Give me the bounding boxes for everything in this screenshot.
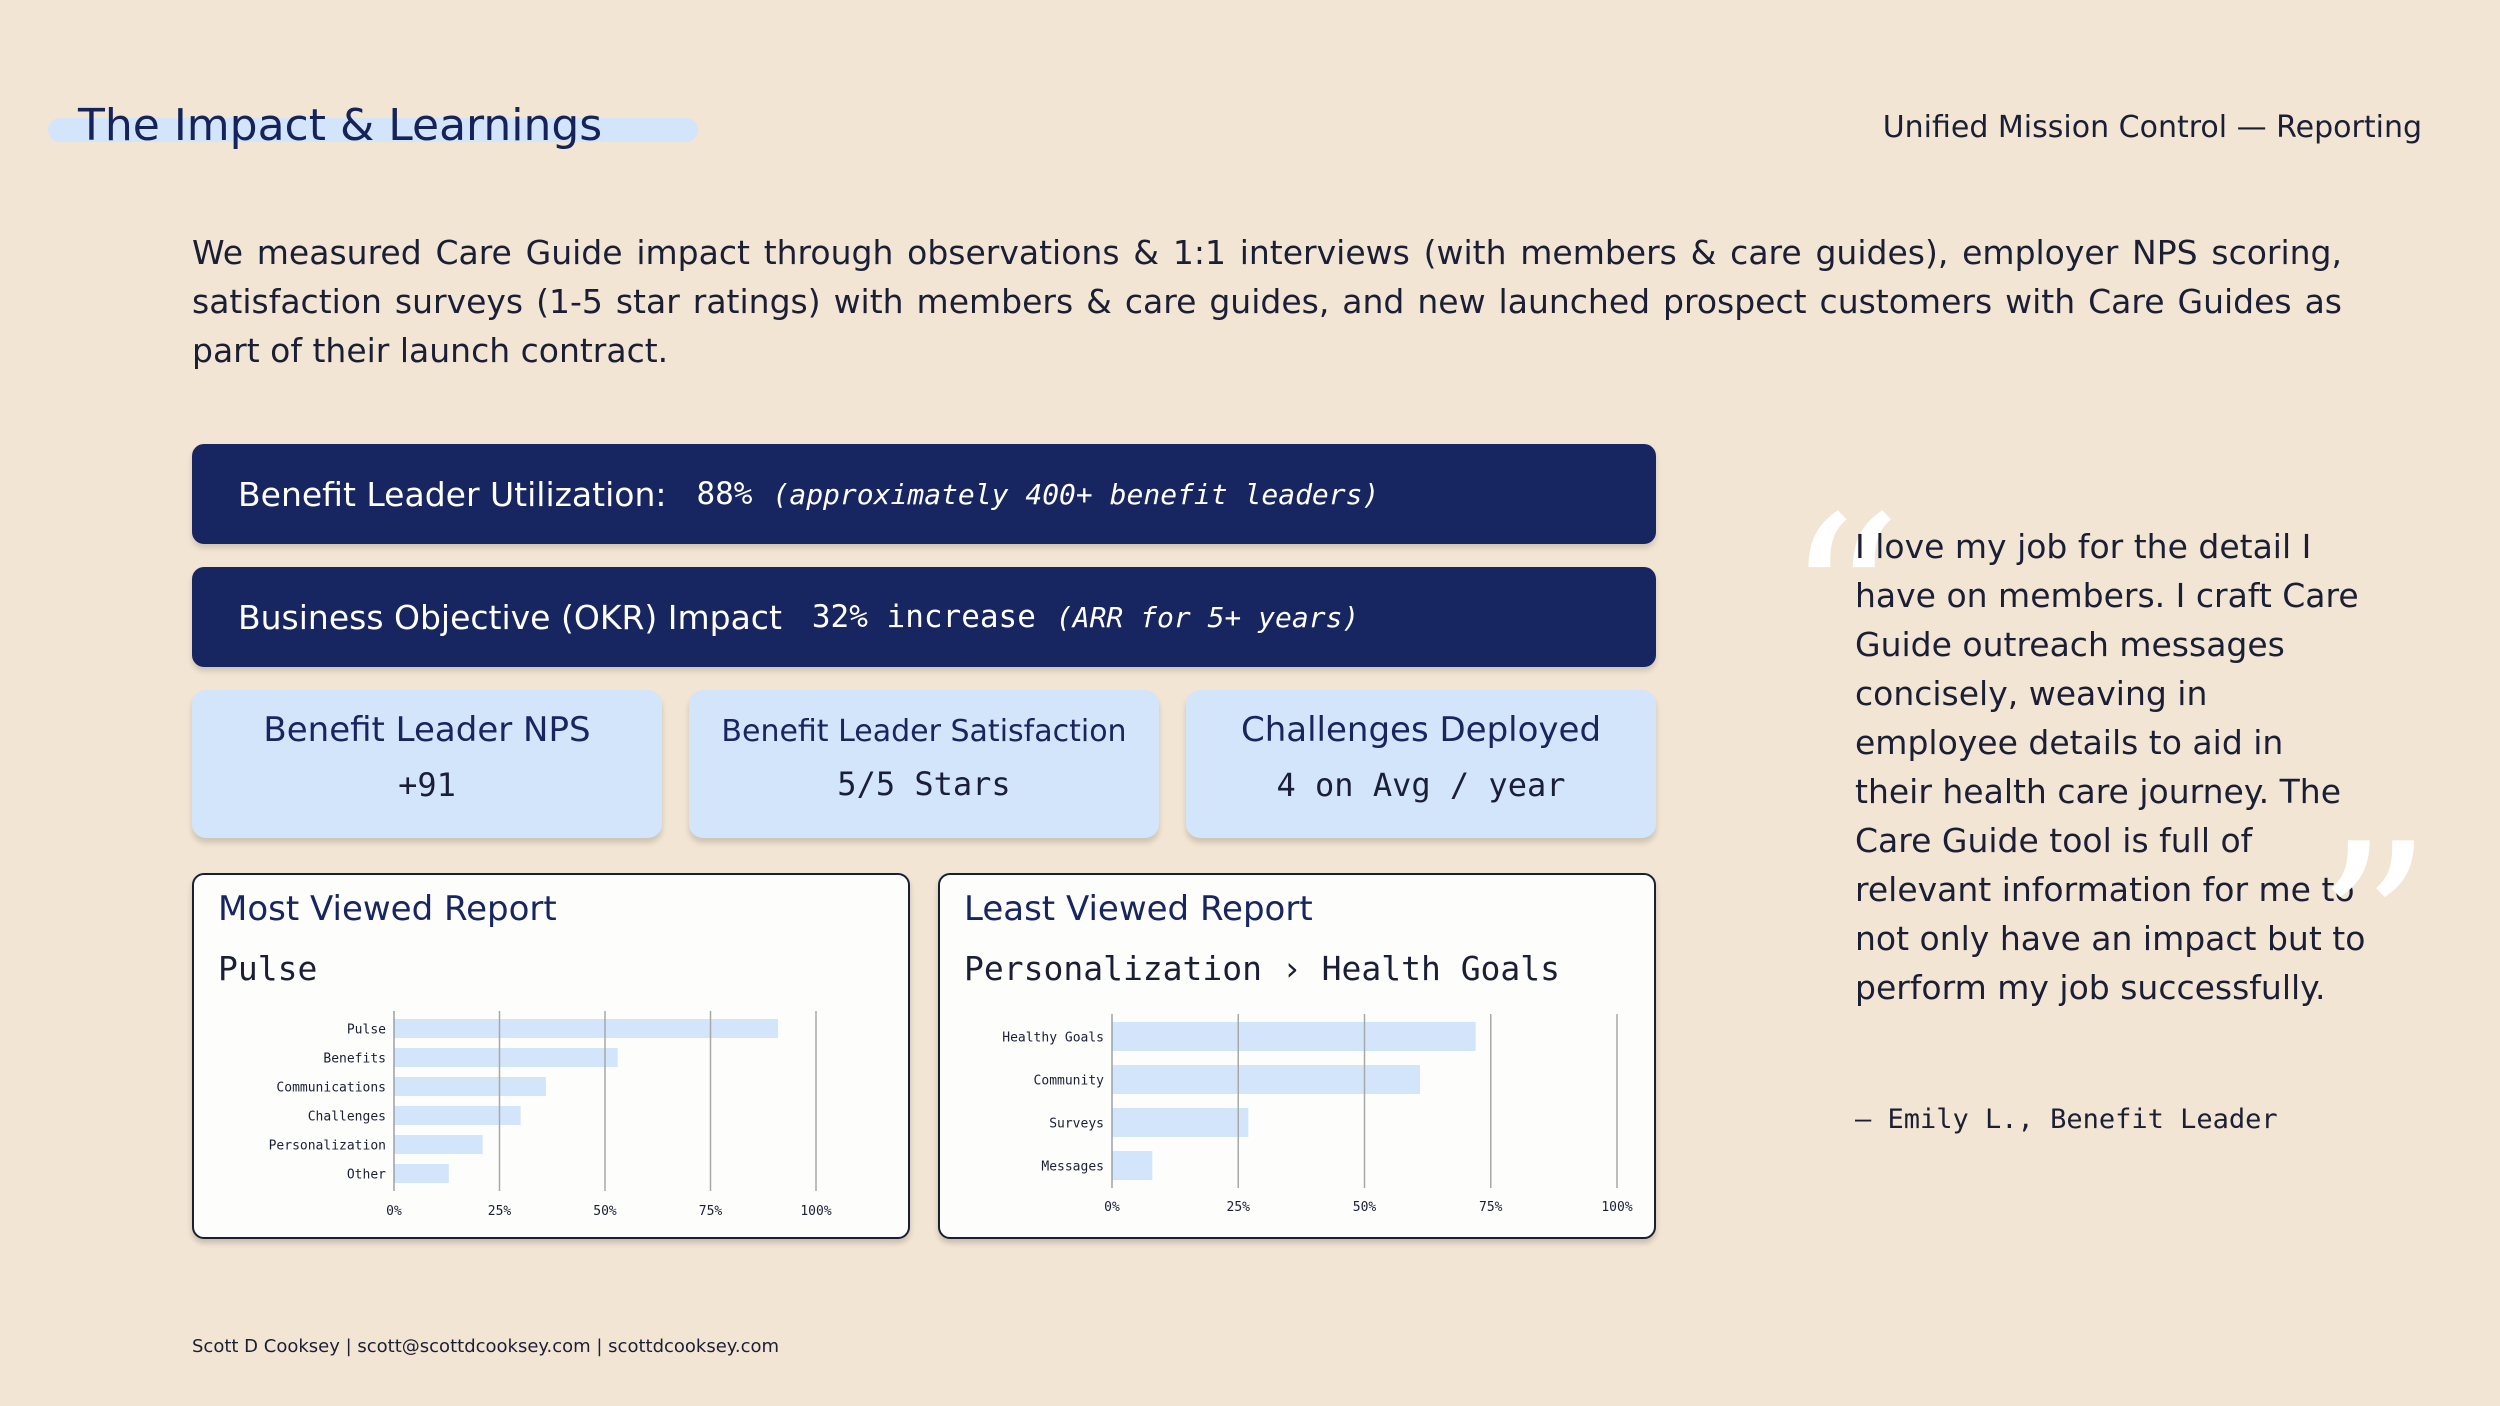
utilization-label: Benefit Leader Utilization:: [238, 474, 667, 514]
most-viewed-report-panel: [192, 873, 910, 1239]
chart-tick-label: 100%: [1601, 1200, 1633, 1215]
chart-category-label: Benefits: [323, 1051, 386, 1067]
chart-bar: [394, 1019, 778, 1038]
stat-label: Benefit Leader NPS: [263, 710, 591, 750]
chart-category-label: Surveys: [1049, 1116, 1104, 1132]
chart-category-label: Community: [1033, 1073, 1104, 1089]
open-quote-mark: “: [1785, 469, 1903, 736]
panel-title: Least Viewed Report: [964, 889, 1313, 929]
chart-bar: [394, 1135, 483, 1154]
chart-tick-label: 75%: [1479, 1200, 1503, 1215]
chart-tick-label: 50%: [593, 1204, 617, 1219]
stat-card-satisfaction: [689, 690, 1159, 838]
most-viewed-bar-chart: [194, 875, 908, 1237]
chart-bar: [394, 1048, 618, 1067]
utilization-value: 88%: [696, 476, 753, 512]
chart-bar: [394, 1106, 521, 1125]
testimonial-author: — Emily L., Benefit Leader: [1855, 1104, 2278, 1135]
okr-label: Business Objective (OKR) Impact: [238, 597, 782, 637]
chart-tick-label: 50%: [1352, 1200, 1377, 1215]
chart-category-label: Other: [346, 1167, 386, 1183]
chart-tick-label: 0%: [1104, 1200, 1120, 1215]
okr-note: (ARR for 5+ years): [1055, 600, 1360, 634]
chart-bar: [394, 1164, 449, 1183]
utilization-highlight: [192, 444, 1656, 544]
chart-tick-label: 100%: [800, 1204, 832, 1219]
least-viewed-report-panel: [938, 873, 1656, 1239]
footer-contact: Scott D Cooksey | scott@scottdcooksey.com | scottdcooksey.com: [192, 1336, 780, 1357]
stat-card-challenges: [1186, 690, 1656, 838]
chart-tick-label: 0%: [386, 1204, 402, 1219]
project-label: Unified Mission Control — Reporting: [1882, 110, 2422, 145]
stat-value: 4 on Avg / year: [1276, 766, 1566, 804]
chart-category-label: Healthy Goals: [1002, 1030, 1104, 1046]
chart-tick-label: 75%: [698, 1204, 723, 1219]
close-quote-mark: ”: [2315, 796, 2433, 1063]
stat-label: Challenges Deployed: [1240, 710, 1602, 750]
panel-title: Most Viewed Report: [218, 889, 557, 929]
least-viewed-bar-chart: [940, 875, 1654, 1237]
stat-value: +91: [398, 766, 456, 804]
chart-category-label: Pulse: [346, 1022, 386, 1038]
intro-paragraph: We measured Care Guide impact through observations & 1:1 interviews (with members & care guides), employer NPS scoring, satisfaction surveys (1-5 star ratings) with members & care guides, and new launched prospect customers with Care Guides as part of their launch contract.: [192, 233, 2342, 370]
chart-category-label: Communications: [276, 1080, 386, 1096]
chart-tick-label: 25%: [487, 1204, 512, 1219]
chart-bar: [1112, 1065, 1420, 1094]
testimonial-text: I love my job for the detail I have on members. I craft Care Guide outreach messages concisely, weaving in employee details to aid in their health care journey. The Care Guide tool is full of relevant information for me to not only have an impact but to perform my job successfully.: [1855, 527, 2366, 1007]
okr-highlight: [192, 567, 1656, 667]
okr-value: 32% increase: [811, 599, 1036, 635]
page-title-group: [48, 98, 698, 160]
chart-bar: [1112, 1151, 1152, 1180]
panel-subtitle: Personalization › Health Goals: [964, 949, 1561, 988]
chart-bar: [1112, 1108, 1248, 1137]
chart-category-label: Challenges: [307, 1109, 386, 1125]
chart-bar: [394, 1077, 546, 1096]
utilization-note: (approximately 400+ benefit leaders): [772, 477, 1380, 511]
stat-card-nps: [192, 690, 662, 838]
page-title: The Impact & Learnings: [78, 100, 603, 151]
stat-label: Benefit Leader Satisfaction: [721, 714, 1127, 749]
chart-tick-label: 25%: [1226, 1200, 1250, 1215]
stat-value: 5/5 Stars: [837, 765, 1011, 803]
panel-subtitle: Pulse: [218, 949, 318, 988]
chart-category-label: Personalization: [268, 1138, 386, 1154]
chart-bar: [1112, 1022, 1476, 1051]
chart-category-label: Messages: [1041, 1159, 1104, 1175]
